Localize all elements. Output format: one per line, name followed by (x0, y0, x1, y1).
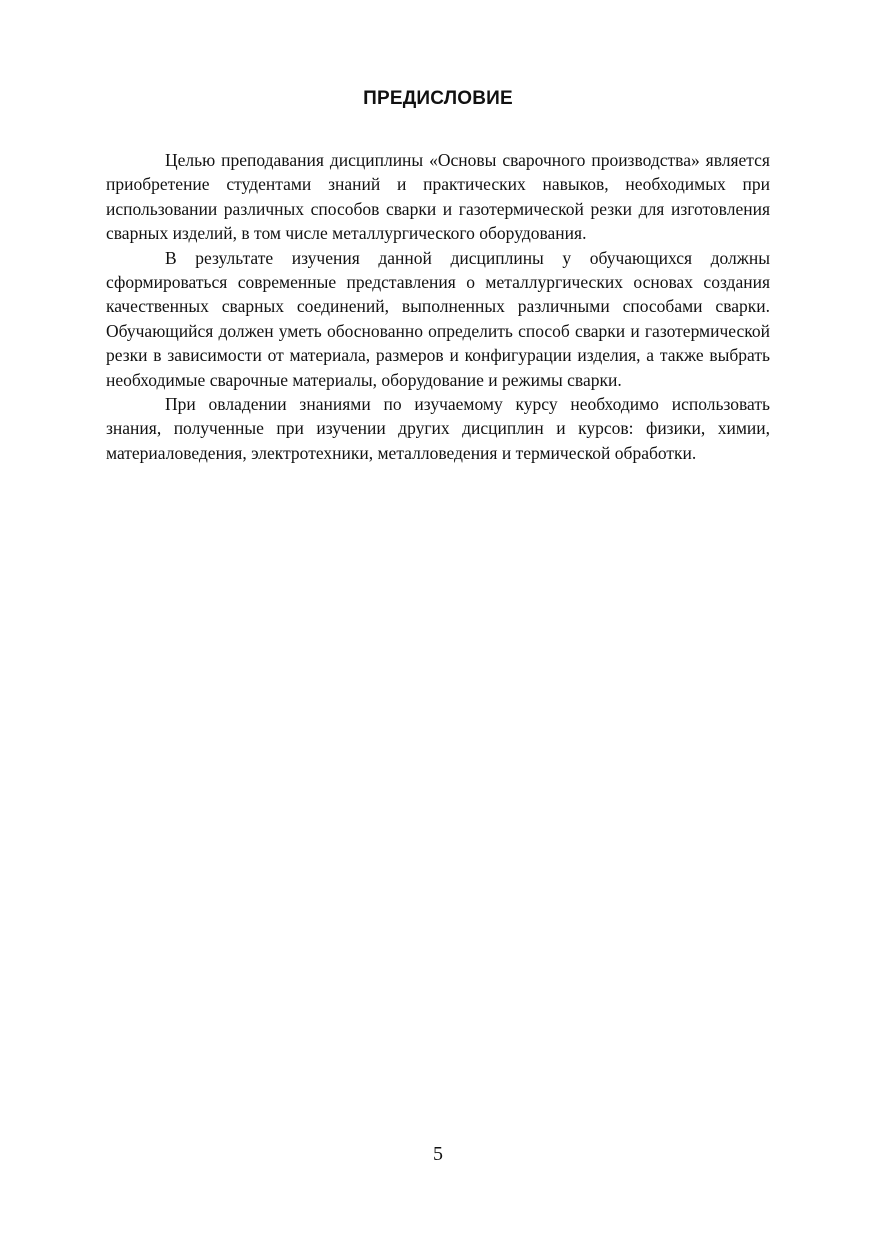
page-number: 5 (433, 1143, 443, 1165)
preface-paragraph-2: В результате изучения данной дисциплины у обучающихся должны сформироваться современные представления о металлургических основах создания качественных сварных соединений, выполненных различными способами сварки. Обучающийся должен уметь обоснованно определить способ сварки и газотермической резки в зависимости от материала, размеров и конфигурации изделия, а также выбрать необходимые сварочные материалы, оборудование и режимы сварки. (106, 247, 770, 390)
preface-body (106, 148, 770, 465)
page-title: ПРЕДИСЛОВИЕ (363, 88, 513, 109)
preface-paragraph-1: Целью преподавания дисциплины «Основы сварочного производства» является приобретение студентами знаний и практических навыков, необходимых при использовании различных способов сварки и газотермической резки для изготовления сварных изделий, в том числе металлургического оборудования. (106, 150, 770, 244)
preface-paragraph-3: При овладении знаниями по изучаемому курсу необходимо использовать знания, полученные при изучении других дисциплин и курсов: физики, химии, материаловедения, электротехники, металловедения и термической обработки. (106, 394, 770, 463)
